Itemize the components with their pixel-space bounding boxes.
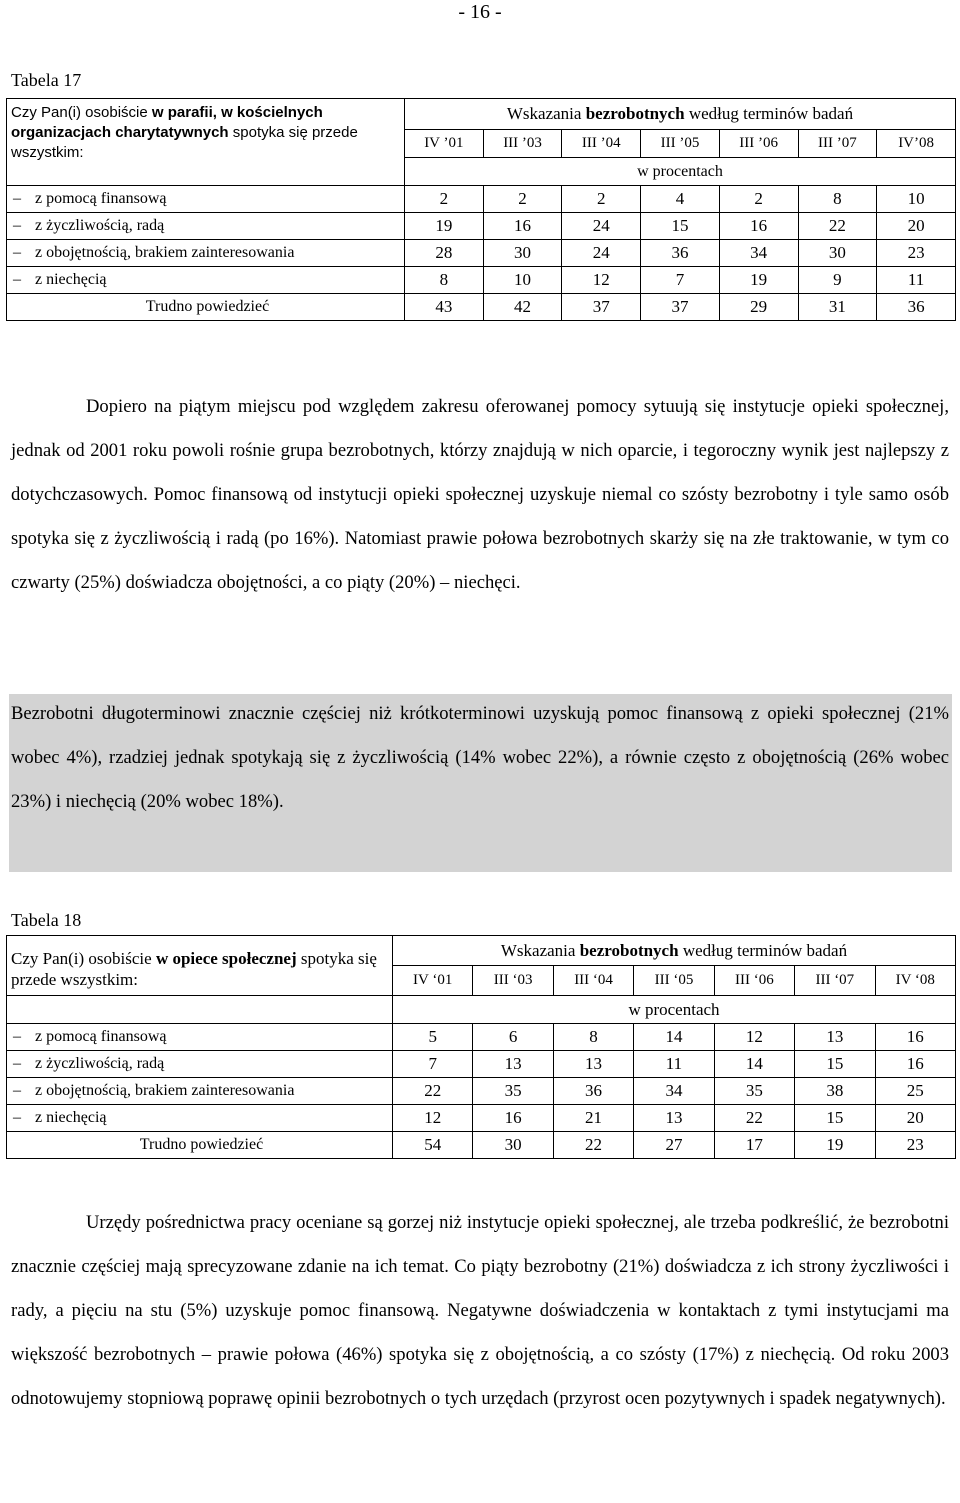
column-header: III ’05	[641, 130, 720, 158]
table-cell: 20	[875, 1105, 955, 1132]
table-cell: 23	[877, 240, 956, 267]
table17-header: Wskazania bezrobotnych według terminów badań	[405, 99, 956, 130]
table-cell: 5	[393, 1024, 473, 1051]
table-cell: 13	[553, 1051, 633, 1078]
row-label-text: z niechęcią	[35, 1109, 107, 1126]
table18-caption: Tabela 18	[11, 910, 82, 930]
table-row	[7, 1105, 956, 1132]
table-cell: 11	[634, 1051, 714, 1078]
dash-bullet: –	[13, 190, 21, 207]
table-cell: 36	[641, 240, 720, 267]
paragraph-1: Dopiero na piątym miejscu pod względem zakresu oferowanej pomocy sytuują się instytucje opieki społecznej, jednak od 2001 roku powoli rośnie grupa bezrobotnych, którzy znajdują w nich oparcie, i tegoroczny wynik jest najlepszy z dotychczasowych. Pomoc finansową od instytucji opieki społecznej uzyskuje niemal co szósty bezrobotny i tyle samo osób spotyka się z życzliwością i radą (po 16%). Natomiast prawie połowa bezrobotnych skarży się na złe traktowanie, w tym co czwarty (25%) doświadcza obojętności, a co piąty (20%) – niechęci.	[11, 396, 949, 593]
row-label	[7, 186, 405, 213]
table17	[6, 98, 956, 321]
table-cell: 30	[798, 240, 877, 267]
table-cell: 7	[641, 267, 720, 294]
table-row	[7, 1024, 956, 1051]
table-row	[7, 294, 956, 321]
table-cell: 13	[473, 1051, 553, 1078]
table-cell: 2	[483, 186, 562, 213]
table-cell: 22	[393, 1078, 473, 1105]
row-label	[7, 1105, 393, 1132]
table-cell: 31	[798, 294, 877, 321]
table-cell: 19	[795, 1132, 875, 1159]
table-cell: 43	[405, 294, 484, 321]
dash-bullet: –	[13, 1055, 21, 1072]
table-cell: 6	[473, 1024, 553, 1051]
dash-bullet: –	[13, 1028, 21, 1045]
table-row	[7, 1078, 956, 1105]
table-cell: 27	[634, 1132, 714, 1159]
table-cell: 15	[641, 213, 720, 240]
column-header: III ‘03	[473, 966, 553, 996]
column-header: IV ‘01	[393, 966, 473, 996]
table-cell: 11	[877, 267, 956, 294]
table-cell: 17	[714, 1132, 794, 1159]
row-label	[7, 267, 405, 294]
table-cell: 13	[634, 1105, 714, 1132]
table-cell: 24	[562, 213, 641, 240]
row-label-text: z obojętnością, brakiem zainteresowania	[35, 244, 295, 261]
table-cell: 2	[719, 186, 798, 213]
table-cell: 22	[714, 1105, 794, 1132]
row-label-text: z niechęcią	[35, 271, 107, 288]
table-row	[7, 186, 956, 213]
table-cell: 38	[795, 1078, 875, 1105]
table17-question: Czy Pan(i) osobiście w parafii, w kościelnych organizacjach charytatywnych spotyka się przede wszystkim:	[7, 99, 405, 186]
row-label-text: z pomocą finansową	[35, 190, 167, 207]
row-label	[7, 240, 405, 267]
table-row	[7, 1051, 956, 1078]
table-cell: 8	[553, 1024, 633, 1051]
table-cell: 2	[562, 186, 641, 213]
table-cell: 16	[483, 213, 562, 240]
table-cell: 37	[562, 294, 641, 321]
dash-bullet: –	[13, 217, 21, 234]
row-label-text: z życzliwością, radą	[35, 217, 165, 234]
table-cell: 16	[473, 1105, 553, 1132]
row-label	[7, 213, 405, 240]
row-label	[7, 1078, 393, 1105]
table17-unit: w procentach	[405, 158, 956, 186]
table-cell: 30	[483, 240, 562, 267]
table-cell: 12	[714, 1024, 794, 1051]
table-cell: 8	[405, 267, 484, 294]
table-cell: 16	[875, 1051, 955, 1078]
row-label-text: Trudno powiedzieć	[139, 1136, 264, 1153]
row-label-text: Trudno powiedzieć	[145, 298, 270, 315]
table-cell: 54	[393, 1132, 473, 1159]
table-cell: 10	[483, 267, 562, 294]
table-cell: 4	[641, 186, 720, 213]
table-cell: 42	[483, 294, 562, 321]
table-row	[7, 240, 956, 267]
table-row	[7, 1132, 956, 1159]
table-cell: 24	[562, 240, 641, 267]
table-cell: 12	[562, 267, 641, 294]
table-cell: 30	[473, 1132, 553, 1159]
row-label-text: z obojętnością, brakiem zainteresowania	[35, 1082, 295, 1099]
table-cell: 15	[795, 1105, 875, 1132]
table-cell: 9	[798, 267, 877, 294]
table-cell: 22	[798, 213, 877, 240]
table-cell: 12	[393, 1105, 473, 1132]
table18-corner	[7, 996, 393, 1024]
table-cell: 16	[875, 1024, 955, 1051]
table-cell: 13	[795, 1024, 875, 1051]
column-header: III ‘06	[714, 966, 794, 996]
table-cell: 7	[393, 1051, 473, 1078]
column-header: III ‘04	[553, 966, 633, 996]
dash-bullet: –	[13, 1109, 21, 1126]
table-cell: 29	[719, 294, 798, 321]
table-cell: 8	[798, 186, 877, 213]
table-cell: 15	[795, 1051, 875, 1078]
column-header: III ‘07	[795, 966, 875, 996]
column-header: III ’07	[798, 130, 877, 158]
table-row	[7, 213, 956, 240]
table-row	[7, 267, 956, 294]
column-header: IV’08	[877, 130, 956, 158]
row-label-text: z życzliwością, radą	[35, 1055, 165, 1072]
table-cell: 10	[877, 186, 956, 213]
column-header: IV ’01	[405, 130, 484, 158]
table-cell: 35	[473, 1078, 553, 1105]
row-label	[7, 1051, 393, 1078]
table18-question: Czy Pan(i) osobiście w opiece społecznej spotyka się przede wszystkim:	[7, 936, 393, 996]
table-cell: 2	[405, 186, 484, 213]
table-cell: 34	[634, 1078, 714, 1105]
dash-bullet: –	[13, 244, 21, 261]
table-cell: 37	[641, 294, 720, 321]
paragraph-3: Urzędy pośrednictwa pracy oceniane są gorzej niż instytucje opieki społecznej, ale trzeba podkreślić, że bezrobotni znacznie częściej mają sprecyzowane zdanie na ich temat. Co piąty bezrobotny (21%) doświadcza z ich strony życzliwości i rady, a pięciu na stu (5%) uzyskuje pomoc finansową. Negatywne doświadczenia w kontaktach z tymi instytucjami ma większość bezrobotnych – prawie połowa (46%) spotyka się z obojętnością, a co szósty (17%) z niechęcią. Od roku 2003 odnotowujemy stopniową poprawę opinii bezrobotnych o tych urzędach (przyrost ocen pozytywnych i spadek negatywnych).	[11, 1212, 949, 1409]
table-cell: 23	[875, 1132, 955, 1159]
table-cell: 34	[719, 240, 798, 267]
table-cell: 21	[553, 1105, 633, 1132]
row-label	[7, 1024, 393, 1051]
table-cell: 19	[405, 213, 484, 240]
page-number: - 16 -	[458, 1, 502, 23]
table-cell: 16	[719, 213, 798, 240]
table-cell: 19	[719, 267, 798, 294]
table-cell: 28	[405, 240, 484, 267]
table17-caption: Tabela 17	[11, 70, 82, 90]
column-header: III ’06	[719, 130, 798, 158]
table-cell: 20	[877, 213, 956, 240]
table-cell: 14	[634, 1024, 714, 1051]
table18-unit: w procentach	[393, 996, 956, 1024]
table18-header: Wskazania bezrobotnych według terminów badań	[393, 936, 956, 966]
column-header: III ’04	[562, 130, 641, 158]
table18	[6, 935, 956, 1159]
paragraph-2: Bezrobotni długoterminowi znacznie częściej niż krótkoterminowi uzyskują pomoc finansową z opieki społecznej (21% wobec 4%), rzadziej jednak spotykają się z życzliwością (14% wobec 22%), a równie często z obojętnością (26% wobec 23%) i niechęcią (20% wobec 18%).	[11, 703, 949, 812]
column-header: III ‘05	[634, 966, 714, 996]
table-cell: 14	[714, 1051, 794, 1078]
row-label-text: z pomocą finansową	[35, 1028, 167, 1045]
column-header: IV ‘08	[875, 966, 955, 996]
row-label	[7, 1132, 393, 1159]
table-cell: 25	[875, 1078, 955, 1105]
table-cell: 36	[553, 1078, 633, 1105]
table-cell: 35	[714, 1078, 794, 1105]
table-cell: 36	[877, 294, 956, 321]
column-header: III ’03	[483, 130, 562, 158]
dash-bullet: –	[13, 1082, 21, 1099]
table-cell: 22	[553, 1132, 633, 1159]
dash-bullet: –	[13, 271, 21, 288]
row-label	[7, 294, 405, 321]
